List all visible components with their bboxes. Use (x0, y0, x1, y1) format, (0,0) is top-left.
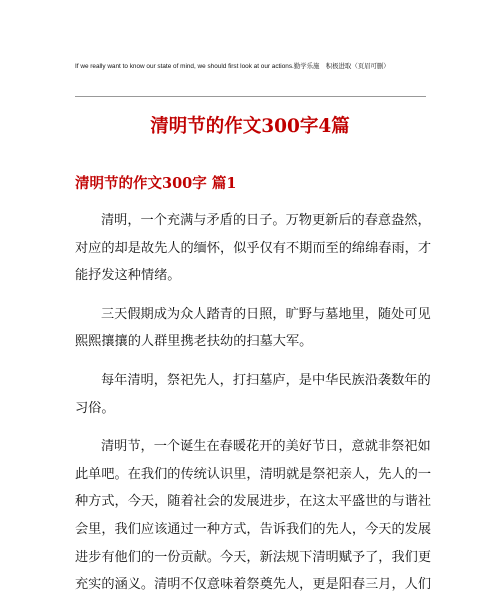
text-line: 每年清明，祭祀先人，打扫墓庐，是中华民族沿袭数年的 (101, 372, 431, 388)
section-heading: 清明节的作文300字 篇1 (75, 175, 237, 192)
text-line: 对应的却是故先人的缅怀，似乎仅有不期而至的绵绵春雨，才 (75, 240, 432, 256)
text-line: 清明节，一个诞生在春暖花开的美好节日，意就非祭祀如 (101, 439, 431, 455)
text-line: 进步有他们的一份贡献。今天，新法规下清明赋予了，我们更 (75, 549, 432, 565)
page-header: If we really want to know our state of mind, we should first look at our actions.勤学乐施 积极进取（页眉可删） (75, 63, 390, 70)
text-line: 充实的涵义。清明不仅意味着祭奠先人，更是阳春三月，人们 (75, 577, 432, 593)
text-line: 种方式，今天，随着社会的发展进步，在这太平盛世的与谐社 (75, 494, 432, 510)
header-divider (75, 96, 426, 97)
text-line: 此单吧。在我们的传统认识里，清明就是祭祀亲人，先人的一 (75, 466, 432, 482)
text-line: 能抒发这种情绪。 (75, 268, 181, 284)
text-line: 习俗。 (75, 400, 115, 416)
document-body (75, 207, 432, 610)
text-line: 清明，一个充满与矛盾的日子。万物更新后的春意盎然， (101, 213, 431, 228)
text-line: 熙熙攘攘的人群里携老扶幼的扫墓大军。 (75, 334, 313, 350)
paragraph (75, 433, 432, 599)
document-title: 清明节的作文300字4篇 (150, 116, 350, 137)
paragraph (75, 367, 431, 422)
text-line: 会里，我们应该通过一种方式，告诉我们的先人，今天的发展 (75, 521, 432, 537)
paragraph (75, 301, 431, 356)
text-line: 三天假期成为众人踏青的日照，旷野与墓地里，随处可见 (101, 306, 431, 322)
paragraph (75, 207, 432, 290)
